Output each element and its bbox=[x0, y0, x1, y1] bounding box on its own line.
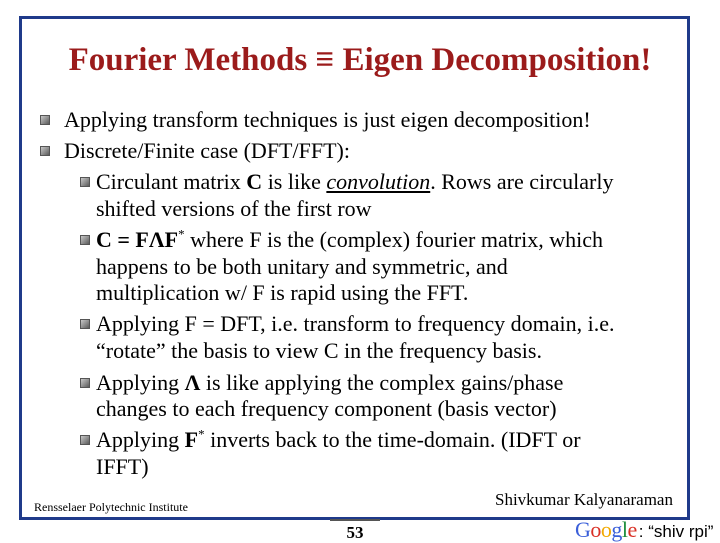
text-run: F bbox=[184, 427, 199, 452]
bullet-icon bbox=[40, 146, 50, 156]
text-run: C = FΛF bbox=[96, 227, 179, 252]
text-run: convolution bbox=[326, 169, 431, 194]
sub-bullet-icon bbox=[80, 177, 90, 187]
sub-bullet-icon bbox=[80, 378, 90, 388]
sub-bullet-text bbox=[96, 427, 581, 453]
sub-bullet-text bbox=[96, 370, 563, 396]
sub-bullet-text-cont: “rotate” the basis to view C in the frequency basis. bbox=[96, 338, 542, 363]
bullet-text: Applying transform techniques is just eigen decomposition! bbox=[64, 107, 591, 132]
sub-bullet-text: Applying F = DFT, i.e. transform to frequency domain, i.e. bbox=[96, 311, 615, 336]
text-run: Applying bbox=[96, 370, 185, 395]
text-run: is like applying the complex gains/phase bbox=[200, 370, 564, 395]
text-run: Circulant matrix bbox=[96, 169, 247, 194]
slide-title: Fourier Methods ≡ Eigen Decomposition! bbox=[68, 42, 652, 78]
page-number: 53 bbox=[330, 519, 380, 543]
bullet-icon bbox=[40, 115, 50, 125]
sub-bullet-text bbox=[96, 227, 603, 253]
google-logo: Google bbox=[575, 517, 637, 542]
search-query: : “shiv rpi” bbox=[638, 522, 714, 541]
sub-bullet-icon bbox=[80, 435, 90, 445]
text-run: where F is the (complex) fourier matrix, which bbox=[184, 227, 604, 252]
sub-bullet-text-cont: shifted versions of the first row bbox=[96, 196, 372, 221]
sub-bullet-text-cont: IFFT) bbox=[96, 454, 149, 479]
sub-bullet-icon bbox=[80, 235, 90, 245]
text-run: is like bbox=[262, 169, 327, 194]
text-run: * bbox=[178, 226, 185, 242]
author-label: Shivkumar Kalyanaraman bbox=[495, 490, 673, 509]
text-run: * bbox=[198, 426, 205, 442]
text-run: inverts back to the time-domain. (IDFT or bbox=[204, 427, 581, 452]
text-run: . Rows are circularly bbox=[430, 169, 614, 194]
text-run: Applying bbox=[96, 427, 185, 452]
sub-bullet-text-cont: happens to be both unitary and symmetric, and bbox=[96, 254, 508, 279]
text-run: C bbox=[246, 169, 263, 194]
sub-bullet-text-cont: changes to each frequency component (basis vector) bbox=[96, 396, 557, 421]
bullet-text: Discrete/Finite case (DFT/FFT): bbox=[64, 138, 350, 163]
institute-label: Rensselaer Polytechnic Institute bbox=[34, 500, 188, 514]
search-badge bbox=[575, 517, 713, 543]
sub-bullet-text bbox=[96, 169, 614, 195]
sub-bullet-icon bbox=[80, 319, 90, 329]
text-run: Λ bbox=[184, 370, 201, 395]
sub-bullet-text-cont: multiplication w/ F is rapid using the FFT. bbox=[96, 280, 469, 305]
